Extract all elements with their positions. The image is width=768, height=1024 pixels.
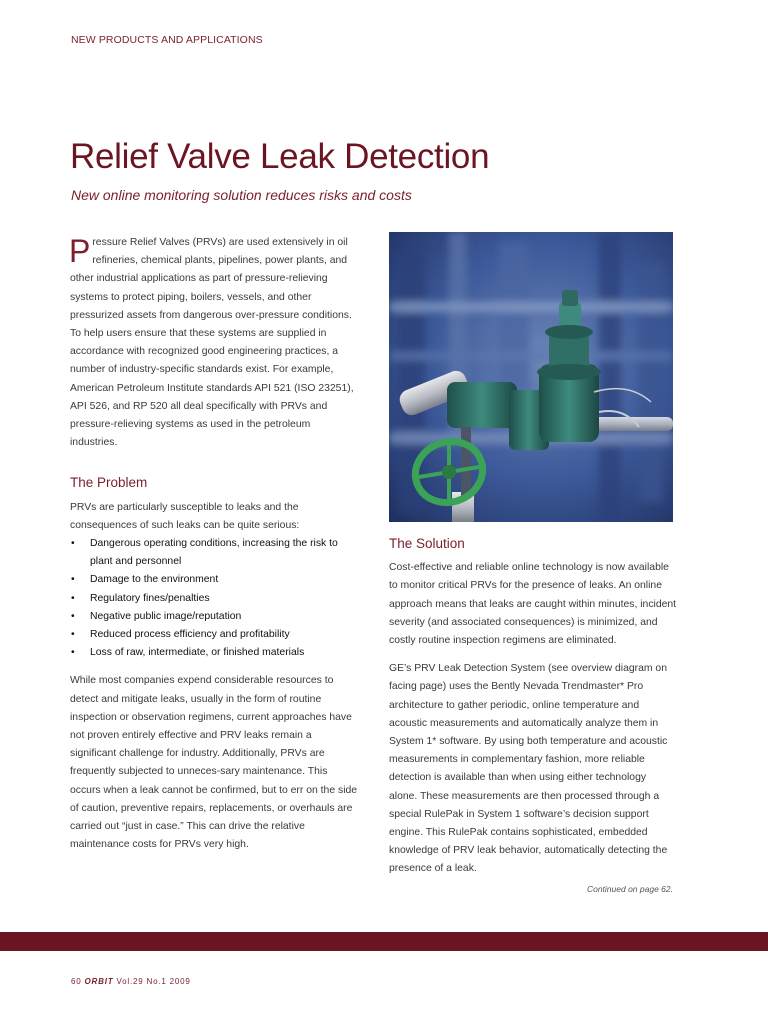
problem-heading: The Problem — [70, 475, 148, 491]
list-item: • Dangerous operating conditions, increasing the risk to plant and personnel — [70, 535, 358, 571]
pressure-relief-valve-image — [389, 232, 673, 522]
right-column — [389, 535, 677, 898]
footer-band — [0, 932, 768, 951]
section-tag: NEW PRODUCTS AND APPLICATIONS — [71, 34, 263, 46]
intro-text: ressure Relief Valves (PRVs) are used extensively in oil refineries, chemical plants, pipelines, power plants, and other industrial applications as part of pressure-relieving systems to protect piping, boilers, vessels, and other pressurized assets from dangerous over-pressure conditions. To help users ensure that these systems are supplied in accordance with recognized good engineering practices, a number of industry-specific standards exist. For example, American Petroleum Institute standards API 521 (ISO 23251), API 526, and RP 520 all deal specifically with PRVs and pressure-relieving systems as used in the petroleum industries. — [70, 237, 354, 449]
list-item: • Damage to the environment — [70, 571, 358, 589]
drop-cap: P — [69, 233, 91, 269]
list-item: • Loss of raw, intermediate, or finished materials — [70, 644, 358, 662]
consequence-list — [70, 535, 358, 662]
continued-note: Continued on page 62. — [586, 883, 673, 894]
article-title: Relief Valve Leak Detection — [70, 137, 490, 176]
intro-paragraph — [70, 234, 358, 452]
article-subtitle: New online monitoring solution reduces risks and costs — [71, 187, 412, 203]
left-column — [70, 234, 358, 855]
solution-paragraph-1: Cost-effective and reliable online technology is now available to monitor critical PRVs for the presence of leaks. An online approach means that leaks are caught within minutes, incident severity (and associated consequences) is minimized, and costly routine inspection regimens are eliminated. — [389, 562, 677, 647]
list-item: • Negative public image/reputation — [70, 608, 358, 626]
issue-label: Vol.29 No.1 2009 — [116, 977, 191, 986]
page-folio — [71, 977, 191, 986]
page-number: 60 — [71, 977, 82, 986]
list-item: • Regulatory fines/penalties — [70, 590, 358, 608]
magazine-name: ORBIT — [84, 977, 114, 986]
solution-heading: The Solution — [389, 536, 465, 551]
valve-photo — [389, 232, 673, 522]
list-item: • Reduced process efficiency and profitability — [70, 626, 358, 644]
problem-body: While most companies expend considerable resources to detect and mitigate leaks, usually in the form of routine inspection or observation regimens, current approaches have not proven entirely effective and PRV leaks remain a significant challenge for industry. Additionally, PRVs are frequently subjected to unneces-sary maintenance. This occurs when a leak cannot be confirmed, but to err on the side of caution, preventive repairs, replacements, or overhauls are carried out “just in case.” This can drive the relative maintenance costs for PRVs very high. — [70, 675, 358, 851]
problem-lead: PRVs are particularly susceptible to leaks and the consequences of such leaks can be quite serious: — [70, 501, 300, 531]
solution-paragraph-2: GE’s PRV Leak Detection System (see overview diagram on facing page) uses the Bently Nevada Trendmaster* Pro architecture to gather periodic, online temperature and acoustic measurements and automatically analyze them in System 1* software. By using both temperature and acoustic measurements in complementary fashion, more reliable detection is available than when using either technology alone. These measurements are then processed through a special RulePak in System 1 software’s decision support engine. This RulePak contains sophisticated, embedded knowledge of PRV leak behavior, automatically detecting the presence of a leak. — [389, 663, 668, 875]
